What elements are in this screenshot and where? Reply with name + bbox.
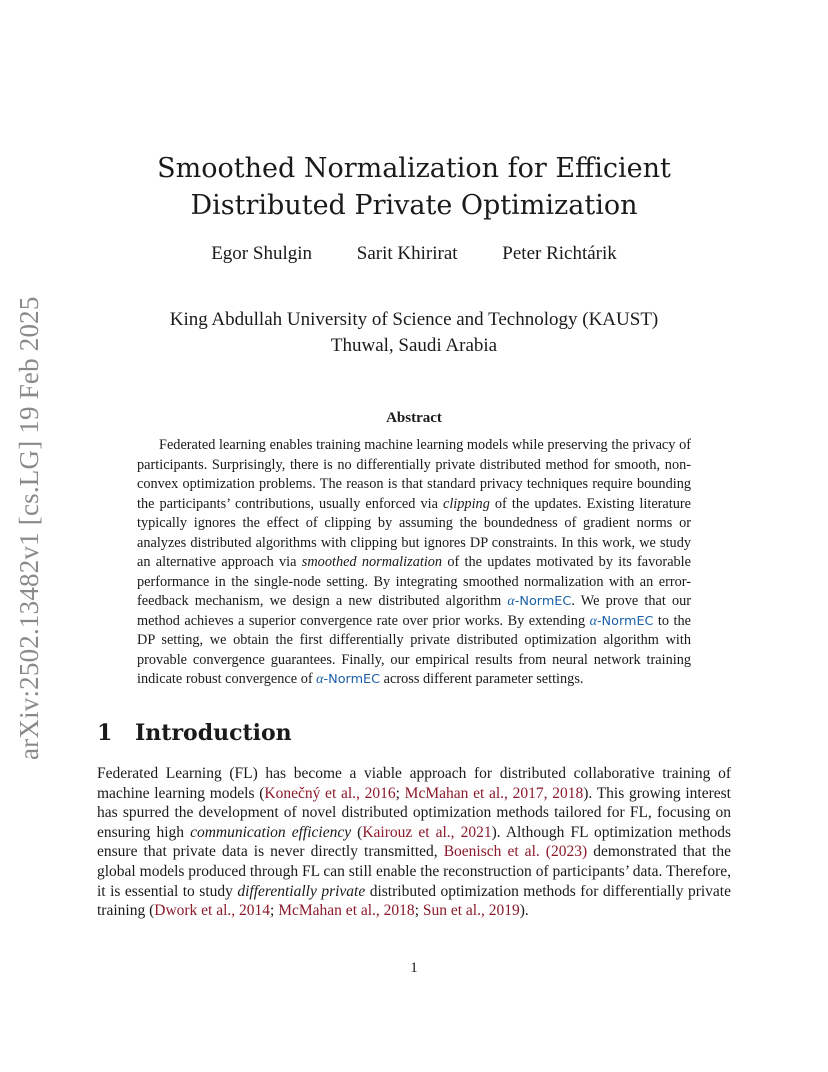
algorithm-name: α-NormEC [589,613,654,629]
emphasis: clipping [442,495,490,512]
citation-link[interactable]: Konečný et al., 2016 [264,784,396,802]
introduction-paragraph: Federated Learning (FL) has become a viable approach for distributed collaborative training of machine learning models (Konečný et al., 2016; McMahan et al., 2017, 2018). This growing interest has spurred the development of novel distributed optimization methods tailored for FL, focusing on ensuring high communication efficiency (Kairouz et al., 2021). Although FL optimization methods ensure that private data is never directly transmitted, Boenisch et al. (2023) demonstrated that the global models produced through FL can still enable the reconstruction of participants’ data. Therefore, it is essential to study differentially private distributed optimization methods for differentially private training (Dwork et al., 2014; McMahan et al., 2018; Sun et al., 2019). [97,765,731,920]
affiliation [100,307,728,359]
abstract-text: Federated learning enables training machine learning models while preserving the privacy of participants. Surprisingly, there is no differentially private distributed method for smooth, non-convex optimization problems. The reason is that standard privacy techniques require bounding the participants’ contributions, usually enforced via clipping of the updates. Existing literature typically ignores the effect of clipping by assuming the boundedness of gradient norms or analyzes distributed algorithms with clipping but ignores DP constraints. In this work, we study an alternative approach via smoothed normalization of the updates motivated by its favorable performance in the single-node setting. By integrating smoothed normalization with an error-feedback mechanism, we design a new distributed algorithm α-NormEC. We prove that our method achieves a superior convergence rate over prior works. By extending α-NormEC to the DP setting, we obtain the first differentially private distributed optimization algorithm with provable convergence guarantees. Finally, our empirical results from neural network training indicate robust convergence of α-NormEC across different parameter settings. [137,437,692,687]
emphasis: smoothed normalization [301,554,443,570]
paper-title [100,150,728,224]
author-name: Sarit Khirirat [356,243,458,264]
algorithm-name: α-NormEC [316,672,381,687]
citation-link[interactable]: McMahan et al., 2017, 2018 [404,784,584,802]
abstract-heading: Abstract [386,410,442,426]
citation-link[interactable]: McMahan et al., 2018 [278,902,415,920]
arxiv-identifier-stamp: arXiv:2502.13482v1 [cs.LG] 19 Feb 2025 [14,296,44,760]
citation-link[interactable]: Dwork et al., 2014 [154,902,271,920]
author-list [100,243,728,265]
citation-link[interactable]: Boenisch et al. (2023) [443,843,588,861]
page-number: 1 [410,960,418,976]
author-name: Peter Richtárik [502,243,617,264]
section-heading-introduction [97,720,292,746]
affiliation-institution: King Abdullah University of Science and Technology (KAUST) [169,309,659,330]
affiliation-location: Thuwal, Saudi Arabia [330,335,498,356]
emphasis: differentially private [237,882,366,900]
emphasis: communication efficiency [190,823,352,841]
algorithm-name: α-NormEC [507,594,572,609]
author-name: Egor Shulgin [211,243,313,264]
section-title: Introduction [135,720,292,746]
title-line-2: Distributed Private Optimization [190,190,638,221]
title-line-1: Smoothed Normalization for Efficient [157,153,671,184]
citation-link[interactable]: Kairouz et al., 2021 [362,823,492,841]
section-number: 1 [97,720,113,746]
citation-link[interactable]: Sun et al., 2019 [422,902,520,920]
